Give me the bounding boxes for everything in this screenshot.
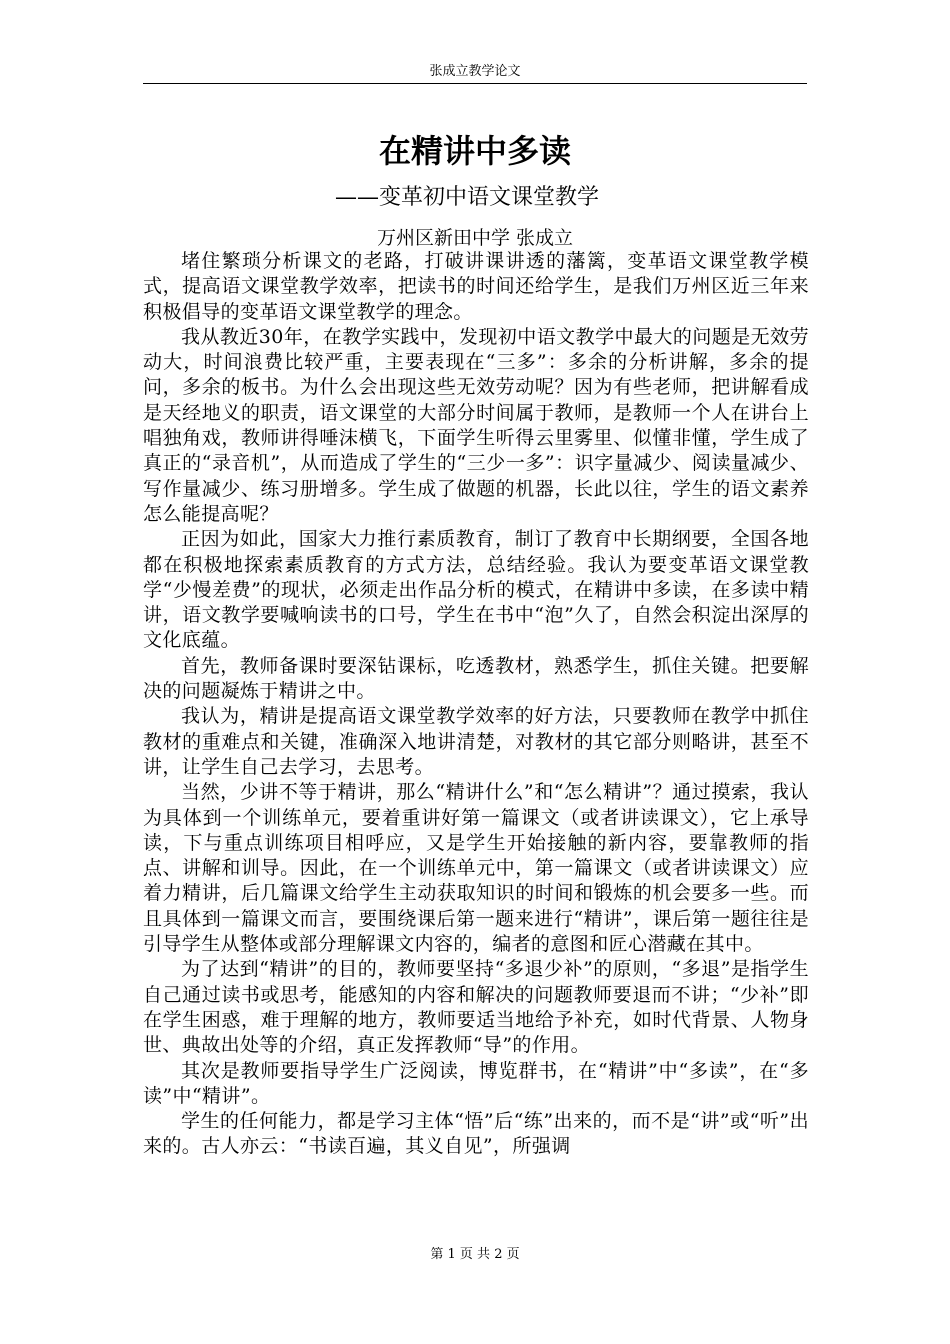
paragraph: 堵住繁琐分析课文的老路，打破讲课讲透的藩篱，变革语文课堂教学模式，提高语文课堂教学效率，把读书的时间还给学生，是我们万州区近三年来积极倡导的变革语文课堂教学的理念。 — [143, 250, 809, 323]
paragraph: 我认为，精讲是提高语文课堂教学效率的好方法，只要教师在教学中抓住教材的重难点和关键，准确深入地讲清楚，对教材的其它部分则略讲，甚至不讲，让学生自己去学习，去思考。 — [143, 705, 809, 778]
article-body — [143, 249, 809, 1160]
paragraph: 学生的任何能力，都是学习主体“悟”后“练”出来的，而不是“讲”或“听”出来的。古人亦云：“书读百遍，其义自见”，所强调 — [143, 1110, 809, 1158]
article-subtitle: ——变革初中语文课堂教学 — [335, 185, 600, 210]
paragraph: 正因为如此，国家大力推行素质教育，制订了教育中长期纲要，全国各地都在积极地探索素质教育的方式方法，总结经验。我认为要变革语文课堂教学“少慢差费”的现状，必须走出作品分析的模式，在精讲中多读，在多读中精讲，语文教学要喊响读书的口号，学生在书中“泡”久了，自然会积淀出深厚的文化底蕴。 — [143, 528, 809, 652]
paragraph: 我从教近30年，在教学实践中，发现初中语文教学中最大的问题是无效劳动大，时间浪费比较严重，主要表现在“三多”：多余的分析讲解，多余的提问，多余的板书。为什么会出现这些无效劳动呢？因为有些老师，把讲解看成是天经地义的职责，语文课堂的大部分时间属于教师，是教师一个人在讲台上唱独角戏，教师讲得唾沫横飞，下面学生听得云里雾里、似懂非懂，学生成了真正的“录音机”，从而造成了学生的“三少一多”：识字量减少、阅读量减少、写作量减少、练习册增多。学生成了做题的机器，长此以往，学生的语文素养怎么能提高呢？ — [143, 325, 809, 525]
paragraph: 当然，少讲不等于精讲，那么“精讲什么”和“怎么精讲”？通过摸索，我认为具体到一个训练单元，要着重讲好第一篇课文（或者讲读课文），它上承导读，下与重点训练项目相呼应，又是学生开始接触的新内容，要靠教师的指点、讲解和训导。因此，在一个训练单元中，第一篇课文（或者讲读课文）应着力精讲，后几篇课文给学生主动获取知识的时间和锻炼的机会要多一些。而且具体到一篇课文而言，要围绕课后第一题来进行“精讲”，课后第一题往往是引导学生从整体或部分理解课文内容的，编者的意图和匠心潜藏在其中。 — [143, 781, 809, 956]
page-number-footer: 第 1 页 共 2 页 — [430, 1247, 520, 1262]
article-title: 在精讲中多读 — [378, 132, 571, 170]
paragraph: 为了达到“精讲”的目的，教师要坚持“多退少补”的原则，“多退”是指学生自己通过读书或思考，能感知的内容和解决的问题教师要退而不讲；“少补”即在学生困惑，难于理解的地方，教师要适当地给予补充，如时代背景、人物身世、典故出处等的介绍，真正发挥教师“导”的作用。 — [143, 958, 809, 1057]
article-author: 万州区新田中学 张成立 — [376, 227, 574, 249]
header-divider — [143, 83, 807, 84]
paragraph: 其次是教师要指导学生广泛阅读，博览群书，在“精讲”中“多读”，在“多读”中“精讲”。 — [143, 1059, 809, 1107]
running-header: 张成立教学论文 — [429, 64, 521, 79]
paragraph: 首先，教师备课时要深钻课标，吃透教材，熟悉学生，抓住关键。把要解决的问题凝炼于精讲之中。 — [143, 654, 809, 703]
